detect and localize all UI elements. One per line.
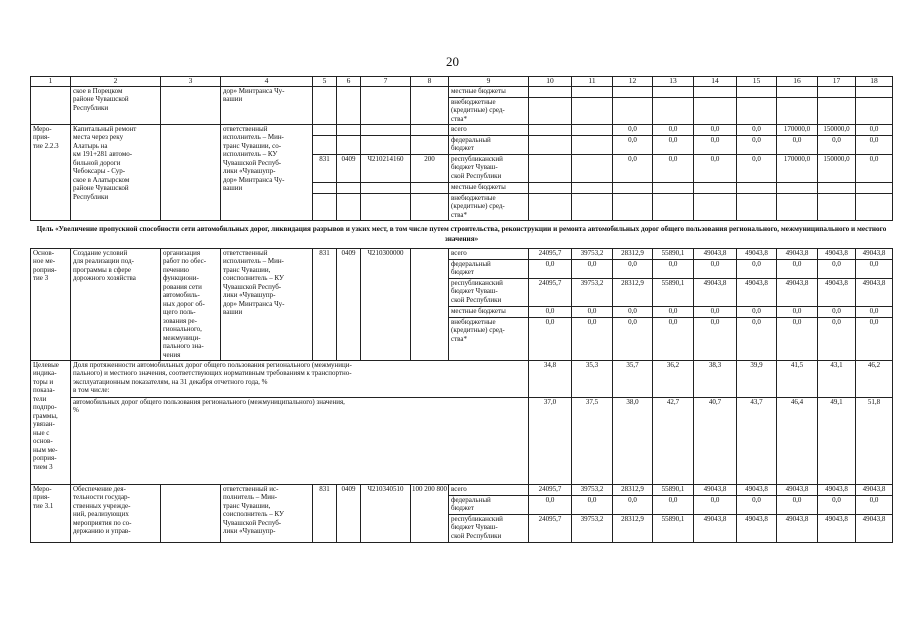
measure-id: Основ- ное ме- роприя- тие 3	[31, 248, 71, 360]
measure-id	[31, 86, 71, 124]
value-cell: 38,3	[694, 360, 737, 397]
value-cell	[572, 135, 613, 154]
value-cell: 43,1	[818, 360, 856, 397]
value-cell	[737, 97, 777, 124]
measure-goal	[161, 124, 221, 220]
value-cell: 0,0	[613, 154, 653, 182]
value-cell	[818, 182, 856, 193]
value-cell: 0,0	[613, 495, 653, 514]
program-table	[30, 76, 893, 543]
value-cell: 0,0	[856, 259, 893, 278]
measure-id: Меро- прия- тие 2.2.3	[31, 124, 71, 220]
section-code: 0409	[337, 248, 361, 360]
column-number: 7	[361, 77, 411, 87]
grbs-code	[313, 86, 337, 124]
value-cell: 0,0	[653, 259, 694, 278]
goal-row	[31, 220, 893, 248]
grbs-code: 831	[313, 154, 337, 182]
value-cell: 42,7	[653, 397, 694, 484]
value-cell: 55890,1	[653, 248, 694, 259]
value-cell: 39753,2	[572, 484, 613, 495]
value-cell: 28312,9	[613, 278, 653, 306]
code-cell	[411, 124, 449, 135]
table-row	[31, 484, 893, 495]
funding-source: местные бюджеты	[449, 182, 529, 193]
column-number: 4	[221, 77, 313, 87]
value-cell: 150000,0	[818, 124, 856, 135]
value-cell: 0,0	[777, 317, 818, 360]
value-cell: 51,8	[856, 397, 893, 484]
value-cell: 49,1	[818, 397, 856, 484]
code-cell	[337, 124, 361, 135]
value-cell: 55890,1	[653, 278, 694, 306]
section-code	[337, 86, 361, 124]
value-cell: 0,0	[694, 135, 737, 154]
value-cell: 28312,9	[613, 514, 653, 542]
value-cell: 38,0	[613, 397, 653, 484]
vr-code	[411, 248, 449, 360]
value-cell: 39753,2	[572, 278, 613, 306]
column-number-row	[31, 77, 893, 87]
value-cell	[653, 182, 694, 193]
value-cell: 0,0	[653, 495, 694, 514]
csr-code	[361, 86, 411, 124]
value-cell	[613, 86, 653, 97]
value-cell: 0,0	[529, 259, 572, 278]
value-cell: 49043,8	[818, 248, 856, 259]
value-cell: 0,0	[613, 317, 653, 360]
value-cell: 24095,7	[529, 514, 572, 542]
vr-code	[411, 86, 449, 124]
column-number: 9	[449, 77, 529, 87]
value-cell: 49043,8	[737, 278, 777, 306]
value-cell	[737, 182, 777, 193]
value-cell: 43,7	[737, 397, 777, 484]
value-cell	[529, 154, 572, 182]
value-cell: 0,0	[529, 306, 572, 317]
value-cell: 49043,8	[694, 484, 737, 495]
value-cell	[653, 97, 694, 124]
value-cell: 0,0	[653, 124, 694, 135]
measure-id: Меро- прия- тие 3.1	[31, 484, 71, 542]
value-cell	[529, 193, 572, 220]
indicator-row	[31, 397, 893, 484]
value-cell: 0,0	[737, 317, 777, 360]
column-number: 13	[653, 77, 694, 87]
goal-heading: Цель «Увеличение пропускной способности сети автомобильных дорог, ликвидация разрывов и узких мест, в том числе путем строительства, реконструкции и ремонта автомобильных дорог общего пользования регионального, межмуниципального и местного значения»	[36, 224, 887, 243]
value-cell: 0,0	[529, 317, 572, 360]
code-cell	[361, 193, 411, 220]
value-cell	[529, 97, 572, 124]
value-cell: 36,2	[653, 360, 694, 397]
value-cell: 0,0	[818, 317, 856, 360]
value-cell: 0,0	[694, 259, 737, 278]
executor: дор» Минтранса Чу- вашии	[221, 86, 313, 124]
value-cell	[818, 97, 856, 124]
column-number: 6	[337, 77, 361, 87]
value-cell: 0,0	[694, 124, 737, 135]
value-cell: 0,0	[818, 306, 856, 317]
grbs-code: 831	[313, 484, 337, 542]
funding-source: всего	[449, 124, 529, 135]
indicators-label: Целевые индика- торы и показа- тели подпро- граммы, увязан- ные с основ- ным ме- роприя- тием 3	[31, 360, 71, 484]
value-cell: 0,0	[856, 306, 893, 317]
value-cell: 0,0	[613, 259, 653, 278]
value-cell	[613, 97, 653, 124]
value-cell	[856, 193, 893, 220]
value-cell: 55890,1	[653, 514, 694, 542]
value-cell: 0,0	[653, 306, 694, 317]
funding-source: федеральный бюджет	[449, 495, 529, 514]
value-cell: 0,0	[856, 495, 893, 514]
value-cell	[694, 193, 737, 220]
value-cell	[572, 97, 613, 124]
measure-name: ское в Порецком районе Чувашской Республики	[71, 86, 161, 124]
column-number: 17	[818, 77, 856, 87]
value-cell: 49043,8	[777, 514, 818, 542]
value-cell: 0,0	[777, 259, 818, 278]
executor: ответственный исполнитель – Мин- транс Чувашии, со- исполнитель – КУ Чувашской Респуб- лики «Чувашупр- дор» Минтранса Чу- вашии	[221, 124, 313, 220]
value-cell: 0,0	[737, 135, 777, 154]
funding-source: республиканский бюджет Чуваш- ской Республики	[449, 278, 529, 306]
value-cell: 0,0	[737, 495, 777, 514]
section-code: 0409	[337, 484, 361, 542]
value-cell	[529, 124, 572, 135]
value-cell	[572, 182, 613, 193]
value-cell	[737, 193, 777, 220]
value-cell: 49043,8	[694, 278, 737, 306]
value-cell: 0,0	[613, 124, 653, 135]
column-number: 14	[694, 77, 737, 87]
column-number: 10	[529, 77, 572, 87]
value-cell	[694, 182, 737, 193]
value-cell: 49043,8	[694, 514, 737, 542]
value-cell	[818, 86, 856, 97]
value-cell: 28312,9	[613, 484, 653, 495]
value-cell: 49043,8	[694, 248, 737, 259]
value-cell	[653, 193, 694, 220]
value-cell	[737, 86, 777, 97]
code-cell	[337, 193, 361, 220]
code-cell	[411, 193, 449, 220]
funding-source: федеральный бюджет	[449, 135, 529, 154]
value-cell: 37,5	[572, 397, 613, 484]
value-cell: 170000,0	[777, 154, 818, 182]
code-cell	[361, 135, 411, 154]
value-cell: 39,9	[737, 360, 777, 397]
csr-code: Ч210214160	[361, 154, 411, 182]
funding-source: внебюджетные (кредитные) сред- ства*	[449, 317, 529, 360]
value-cell: 0,0	[777, 306, 818, 317]
code-cell	[337, 135, 361, 154]
value-cell	[572, 154, 613, 182]
value-cell: 28312,9	[613, 248, 653, 259]
column-number: 8	[411, 77, 449, 87]
code-cell	[313, 182, 337, 193]
value-cell: 0,0	[694, 154, 737, 182]
value-cell: 49043,8	[777, 278, 818, 306]
value-cell: 49043,8	[737, 484, 777, 495]
value-cell: 170000,0	[777, 124, 818, 135]
value-cell: 35,7	[613, 360, 653, 397]
vr-code: 100 200 800	[411, 484, 449, 542]
column-number: 18	[856, 77, 893, 87]
measure-name: Обеспечение дея- тельности государ- ственных учрежде- ний, реализующих мероприятия по со- держанию и управ-	[71, 484, 161, 542]
value-cell: 49043,8	[737, 248, 777, 259]
value-cell: 0,0	[572, 306, 613, 317]
column-number: 12	[613, 77, 653, 87]
value-cell: 46,4	[777, 397, 818, 484]
funding-source: внебюджетные (кредитные) сред- ства*	[449, 193, 529, 220]
value-cell: 0,0	[572, 495, 613, 514]
value-cell: 0,0	[818, 495, 856, 514]
table-row	[31, 124, 893, 135]
measure-name: Создание условий для реализации под- программы в сфере дорожного хозяйства	[71, 248, 161, 360]
value-cell: 0,0	[856, 124, 893, 135]
funding-source: местные бюджеты	[449, 86, 529, 97]
csr-code: Ч210300000	[361, 248, 411, 360]
value-cell	[694, 86, 737, 97]
value-cell: 0,0	[737, 306, 777, 317]
value-cell: 34,8	[529, 360, 572, 397]
value-cell	[694, 97, 737, 124]
value-cell: 0,0	[694, 495, 737, 514]
measure-goal	[161, 484, 221, 542]
value-cell: 49043,8	[777, 248, 818, 259]
value-cell: 39753,2	[572, 514, 613, 542]
value-cell: 0,0	[613, 306, 653, 317]
value-cell: 24095,7	[529, 278, 572, 306]
value-cell	[529, 86, 572, 97]
value-cell: 0,0	[818, 135, 856, 154]
value-cell	[856, 182, 893, 193]
grbs-code: 831	[313, 248, 337, 360]
value-cell	[613, 182, 653, 193]
code-cell	[337, 182, 361, 193]
value-cell: 41,5	[777, 360, 818, 397]
value-cell: 0,0	[856, 154, 893, 182]
value-cell: 40,7	[694, 397, 737, 484]
funding-source: республиканский бюджет Чуваш- ской Республики	[449, 154, 529, 182]
vr-code: 200	[411, 154, 449, 182]
value-cell: 49043,8	[818, 278, 856, 306]
value-cell: 49043,8	[856, 484, 893, 495]
value-cell	[653, 86, 694, 97]
value-cell: 0,0	[529, 495, 572, 514]
value-cell	[777, 182, 818, 193]
column-number: 11	[572, 77, 613, 87]
value-cell: 24095,7	[529, 248, 572, 259]
table-row	[31, 86, 893, 97]
value-cell: 0,0	[572, 259, 613, 278]
executor: ответственный исполнитель – Мин- транс Чувашии, соисполнитель – КУ Чувашской Респуб- лики «Чувашупр- дор» Минтранса Чу- вашии	[221, 248, 313, 360]
value-cell	[529, 135, 572, 154]
code-cell	[313, 135, 337, 154]
value-cell: 0,0	[653, 135, 694, 154]
value-cell	[818, 193, 856, 220]
value-cell: 55890,1	[653, 484, 694, 495]
value-cell	[572, 86, 613, 97]
value-cell	[856, 97, 893, 124]
measure-goal: организация работ по обес- печению функциони- рования сети автомобиль- ных дорог об- щего поль- зования ре- гионального, межмуници- пального зна- чения	[161, 248, 221, 360]
code-cell	[313, 124, 337, 135]
value-cell: 35,3	[572, 360, 613, 397]
funding-source: федеральный бюджет	[449, 259, 529, 278]
value-cell: 0,0	[653, 154, 694, 182]
code-cell	[361, 182, 411, 193]
value-cell: 46,2	[856, 360, 893, 397]
value-cell: 39753,2	[572, 248, 613, 259]
code-cell	[411, 182, 449, 193]
funding-source: всего	[449, 484, 529, 495]
column-number: 16	[777, 77, 818, 87]
value-cell: 0,0	[737, 259, 777, 278]
value-cell: 49043,8	[818, 514, 856, 542]
code-cell	[411, 135, 449, 154]
table-row	[31, 248, 893, 259]
value-cell: 49043,8	[777, 484, 818, 495]
column-number: 15	[737, 77, 777, 87]
column-number: 3	[161, 77, 221, 87]
value-cell: 49043,8	[856, 248, 893, 259]
measure-name: Капитальный ремонт места через реку Алатырь на км 191+281 автомо- бильной дороги Чебоксары - Сур- ское в Алатырском районе Чувашской Республики	[71, 124, 161, 220]
value-cell: 0,0	[856, 135, 893, 154]
executor: ответственный ис- полнитель – Мин- транс Чувашии, соисполнитель – КУ Чувашской Респуб- лики «Чувашупр-	[221, 484, 313, 542]
section-code: 0409	[337, 154, 361, 182]
value-cell	[613, 193, 653, 220]
value-cell: 49043,8	[818, 484, 856, 495]
value-cell	[572, 124, 613, 135]
value-cell: 0,0	[613, 135, 653, 154]
value-cell: 0,0	[737, 154, 777, 182]
funding-source: внебюджетные (кредитные) сред- ства*	[449, 97, 529, 124]
value-cell: 150000,0	[818, 154, 856, 182]
value-cell: 0,0	[737, 124, 777, 135]
value-cell	[856, 86, 893, 97]
value-cell: 0,0	[777, 495, 818, 514]
column-number: 5	[313, 77, 337, 87]
value-cell: 0,0	[856, 317, 893, 360]
indicator-row	[31, 360, 893, 397]
measure-goal	[161, 86, 221, 124]
value-cell: 37,0	[529, 397, 572, 484]
value-cell	[777, 193, 818, 220]
indicator-text: Доля протяженности автомобильных дорог общего пользования регионального (межмуници- пального) и местного значения, соответствующих нормативным требованиям к транспортно- эксплуатационным показателям, на 31 декабря отчетного года, % в том числе:	[71, 360, 529, 397]
value-cell: 0,0	[653, 317, 694, 360]
value-cell	[529, 182, 572, 193]
funding-source: местные бюджеты	[449, 306, 529, 317]
value-cell: 24095,7	[529, 484, 572, 495]
funding-source: республиканский бюджет Чуваш- ской Республики	[449, 514, 529, 542]
page-number: 20	[446, 54, 459, 69]
column-number: 1	[31, 77, 71, 87]
value-cell: 0,0	[777, 135, 818, 154]
indicator-text: автомобильных дорог общего пользования регионального (межмуниципального) значения, %	[71, 397, 529, 484]
csr-code: Ч210340510	[361, 484, 411, 542]
value-cell: 49043,8	[856, 278, 893, 306]
code-cell	[313, 193, 337, 220]
funding-source: всего	[449, 248, 529, 259]
value-cell: 0,0	[572, 317, 613, 360]
value-cell	[572, 193, 613, 220]
value-cell: 0,0	[818, 259, 856, 278]
value-cell: 49043,8	[856, 514, 893, 542]
value-cell: 0,0	[694, 306, 737, 317]
value-cell: 49043,8	[737, 514, 777, 542]
column-number: 2	[71, 77, 161, 87]
value-cell: 0,0	[694, 317, 737, 360]
value-cell	[777, 97, 818, 124]
value-cell	[777, 86, 818, 97]
code-cell	[361, 124, 411, 135]
